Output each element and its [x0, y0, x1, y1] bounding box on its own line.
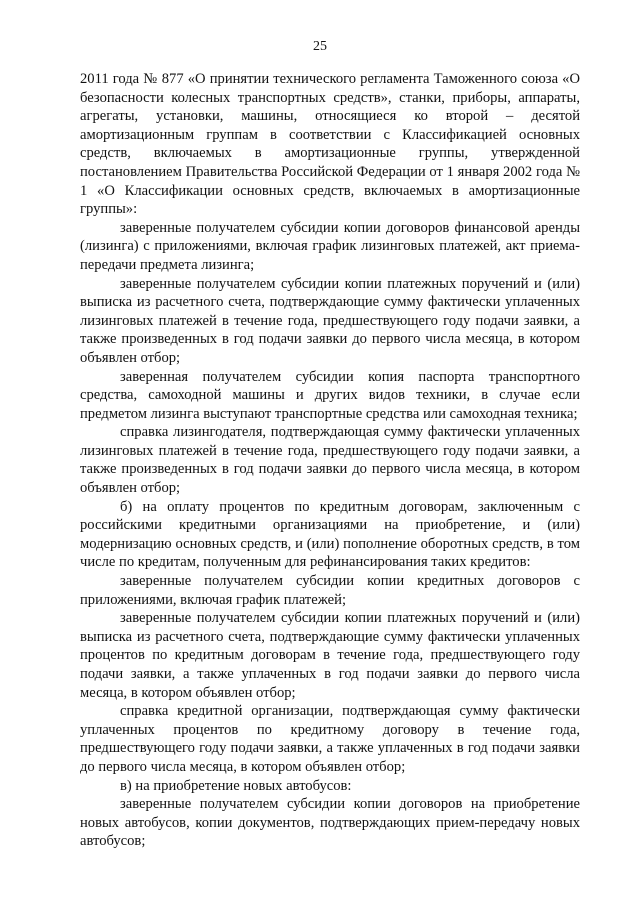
paragraph-lessor-certificate: справка лизингодателя, подтверждающая сумму фактически уплаченных лизинговых платежей в течение года, предшествующего году подачи заявки, а также произведенных в год подачи заявки до первого числа месяца, в котором объявлен отбор;: [80, 424, 580, 497]
paragraph-continuation: 2011 года № 877 «О принятии технического регламента Таможенного союза «О безопасности колесных транспортных средств», станки, приборы, аппараты, агрегаты, установки, машины, относящиеся ко второй – десятой амортизационным группам в соответствии с Классификацией основных средств, включаемых в амортизационные группы, утвержденной постановлением Правительства Российской Федерации от 1 января 2002 года № 1 «О Классификации основных средств, включаемых в амортизационные группы»:: [80, 71, 580, 218]
paragraph-leasing-contracts: заверенные получателем субсидии копии договоров финансовой аренды (лизинга) с приложениями, включая график лизинговых платежей, акт приема-передачи предмета лизинга;: [80, 219, 580, 273]
paragraph-vehicle-passport: заверенная получателем субсидии копия паспорта транспортного средства, самоходной машины и других видов техники, в случае если предметом лизинга выступают транспортные средства или самоходная техника;: [80, 368, 580, 422]
paragraph-bus-contracts: заверенные получателем субсидии копии договоров на приобретение новых автобусов, копии документов, подтверждающих прием-передачу новых автобусов;: [80, 796, 580, 850]
document-body: [80, 70, 580, 851]
page-number: 25: [313, 39, 327, 54]
paragraph-item-v-buses: в) на приобретение новых автобусов:: [120, 777, 352, 794]
paragraph-credit-payment-orders: заверенные получателем субсидии копии платежных поручений и (или) выписка из расчетного счета, подтверждающие сумму фактически уплаченных процентов по кредитным договорам в течение года, предшествующего году подачи заявки, а также уплаченных в год подачи заявки до первого числа месяца, в котором объявлен отбор;: [80, 610, 580, 701]
paragraph-leasing-payment-orders: заверенные получателем субсидии копии платежных поручений и (или) выписка из расчетного счета, подтверждающие сумму фактически уплаченных лизинговых платежей в течение года, предшествующего году подачи заявки, а также произведенных в год подачи заявки до первого числа месяца, в котором объявлен отбор;: [80, 275, 580, 366]
paragraph-bank-certificate: справка кредитной организации, подтверждающая сумму фактически уплаченных процентов по кредитному договору в течение года, предшествующего году подачи заявки, а также уплаченных в год подачи заявки до первого числа месяца, в котором объявлен отбор;: [80, 703, 580, 775]
paragraph-credit-contracts: заверенные получателем субсидии копии кредитных договоров с приложениями, включая график платежей;: [80, 573, 580, 608]
paragraph-item-b-credit-interest: б) на оплату процентов по кредитным договорам, заключенным с российскими кредитными организациями на приобретение, и (или) модернизацию основных средств, и (или) пополнение оборотных средств, в том числе по кредитам, полученным для рефинансирования таких кредитов:: [80, 498, 580, 571]
